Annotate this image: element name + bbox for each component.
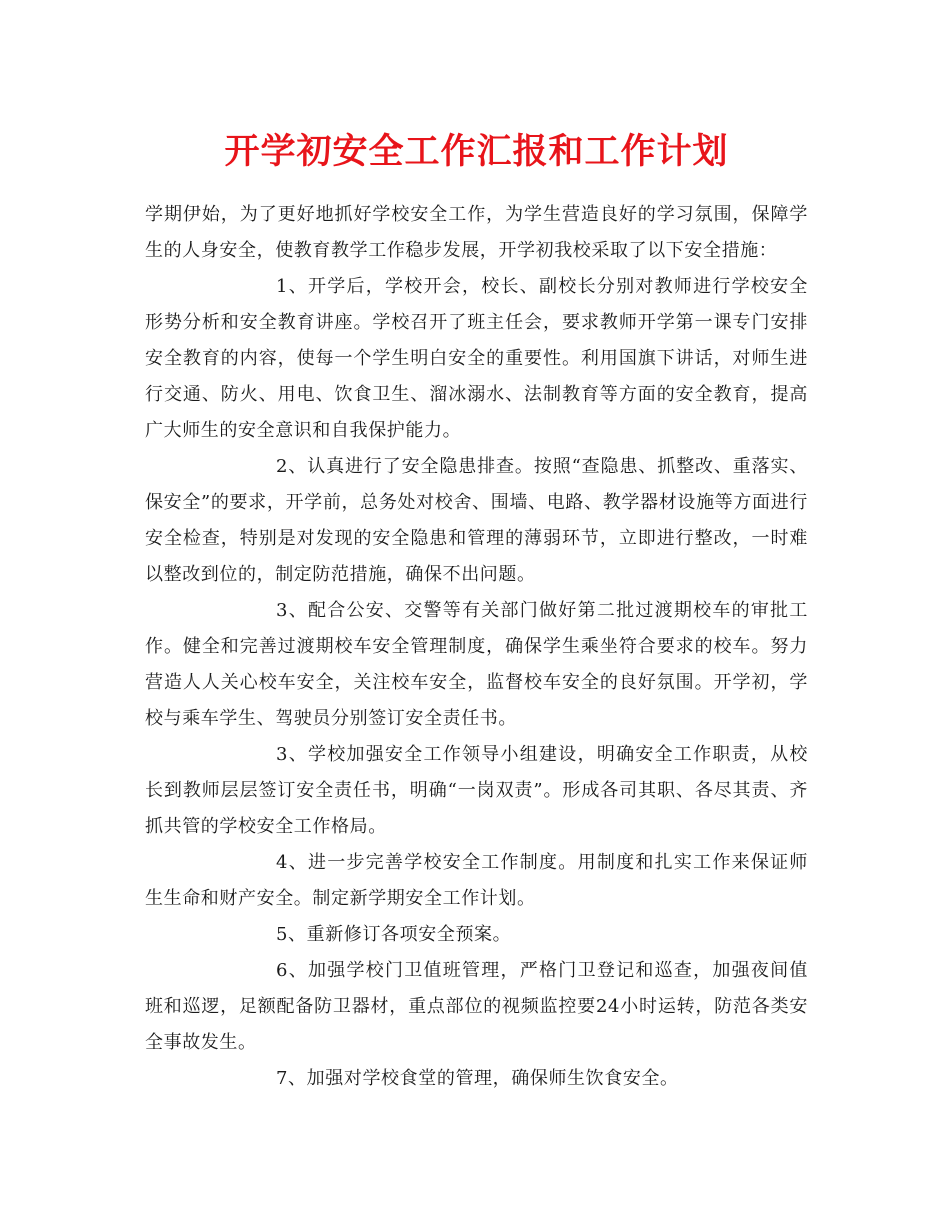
intro-paragraph: 学期伊始，为了更好地抓好学校安全工作，为学生营造良好的学习氛围，保障学生的人身安全，使教育教学工作稳步发展，开学初我校采取了以下安全措施： (145, 204, 808, 261)
paragraph-item-3b: 3、学校加强安全工作领导小组建设，明确安全工作职责，从校长到教师层层签订安全责任书，明确“一岗双责”。形成各司其职、各尽其责、齐抓共管的学校安全工作格局。 (145, 744, 808, 837)
paragraph-item-7: 7、加强对学校食堂的管理，确保师生饮食安全。 (276, 1068, 679, 1089)
paragraph-item-3a: 3、配合公安、交警等有关部门做好第二批过渡期校车的审批工作。健全和完善过渡期校车安全管理制度，确保学生乘坐符合要求的校车。努力营造人人关心校车安全，关注校车安全，监督校车安全的良好氛围。开学初，学校与乘车学生、驾驶员分别签订安全责任书。 (145, 600, 808, 729)
paragraph-item-4: 4、进一步完善学校安全工作制度。用制度和扎实工作来保证师生生命和财产安全。制定新学期安全工作计划。 (145, 852, 808, 909)
paragraph-item-5: 5、重新修订各项安全预案。 (276, 924, 512, 945)
document-body (145, 197, 808, 1097)
paragraph-item-6: 6、加强学校门卫值班管理，严格门卫登记和巡查，加强夜间值班和巡逻，足额配备防卫器材，重点部位的视频监控要24小时运转，防范各类安全事故发生。 (145, 960, 808, 1053)
document-title: 开学初安全工作汇报和工作计划 (224, 131, 729, 172)
paragraph-item-2: 2、认真进行了安全隐患排查。按照“查隐患、抓整改、重落实、保安全”的要求，开学前，总务处对校舍、围墙、电路、教学器材设施等方面进行安全检查，特别是对发现的安全隐患和管理的薄弱环节，立即进行整改，一时难以整改到位的，制定防范措施，确保不出问题。 (145, 456, 808, 585)
paragraph-item-1: 1、开学后，学校开会，校长、副校长分别对教师进行学校安全形势分析和安全教育讲座。学校召开了班主任会，要求教师开学第一课专门安排安全教育的内容，使每一个学生明白安全的重要性。利用国旗下讲话，对师生进行交通、防火、用电、饮食卫生、溜冰溺水、法制教育等方面的安全教育，提高广大师生的安全意识和自我保护能力。 (145, 276, 808, 441)
